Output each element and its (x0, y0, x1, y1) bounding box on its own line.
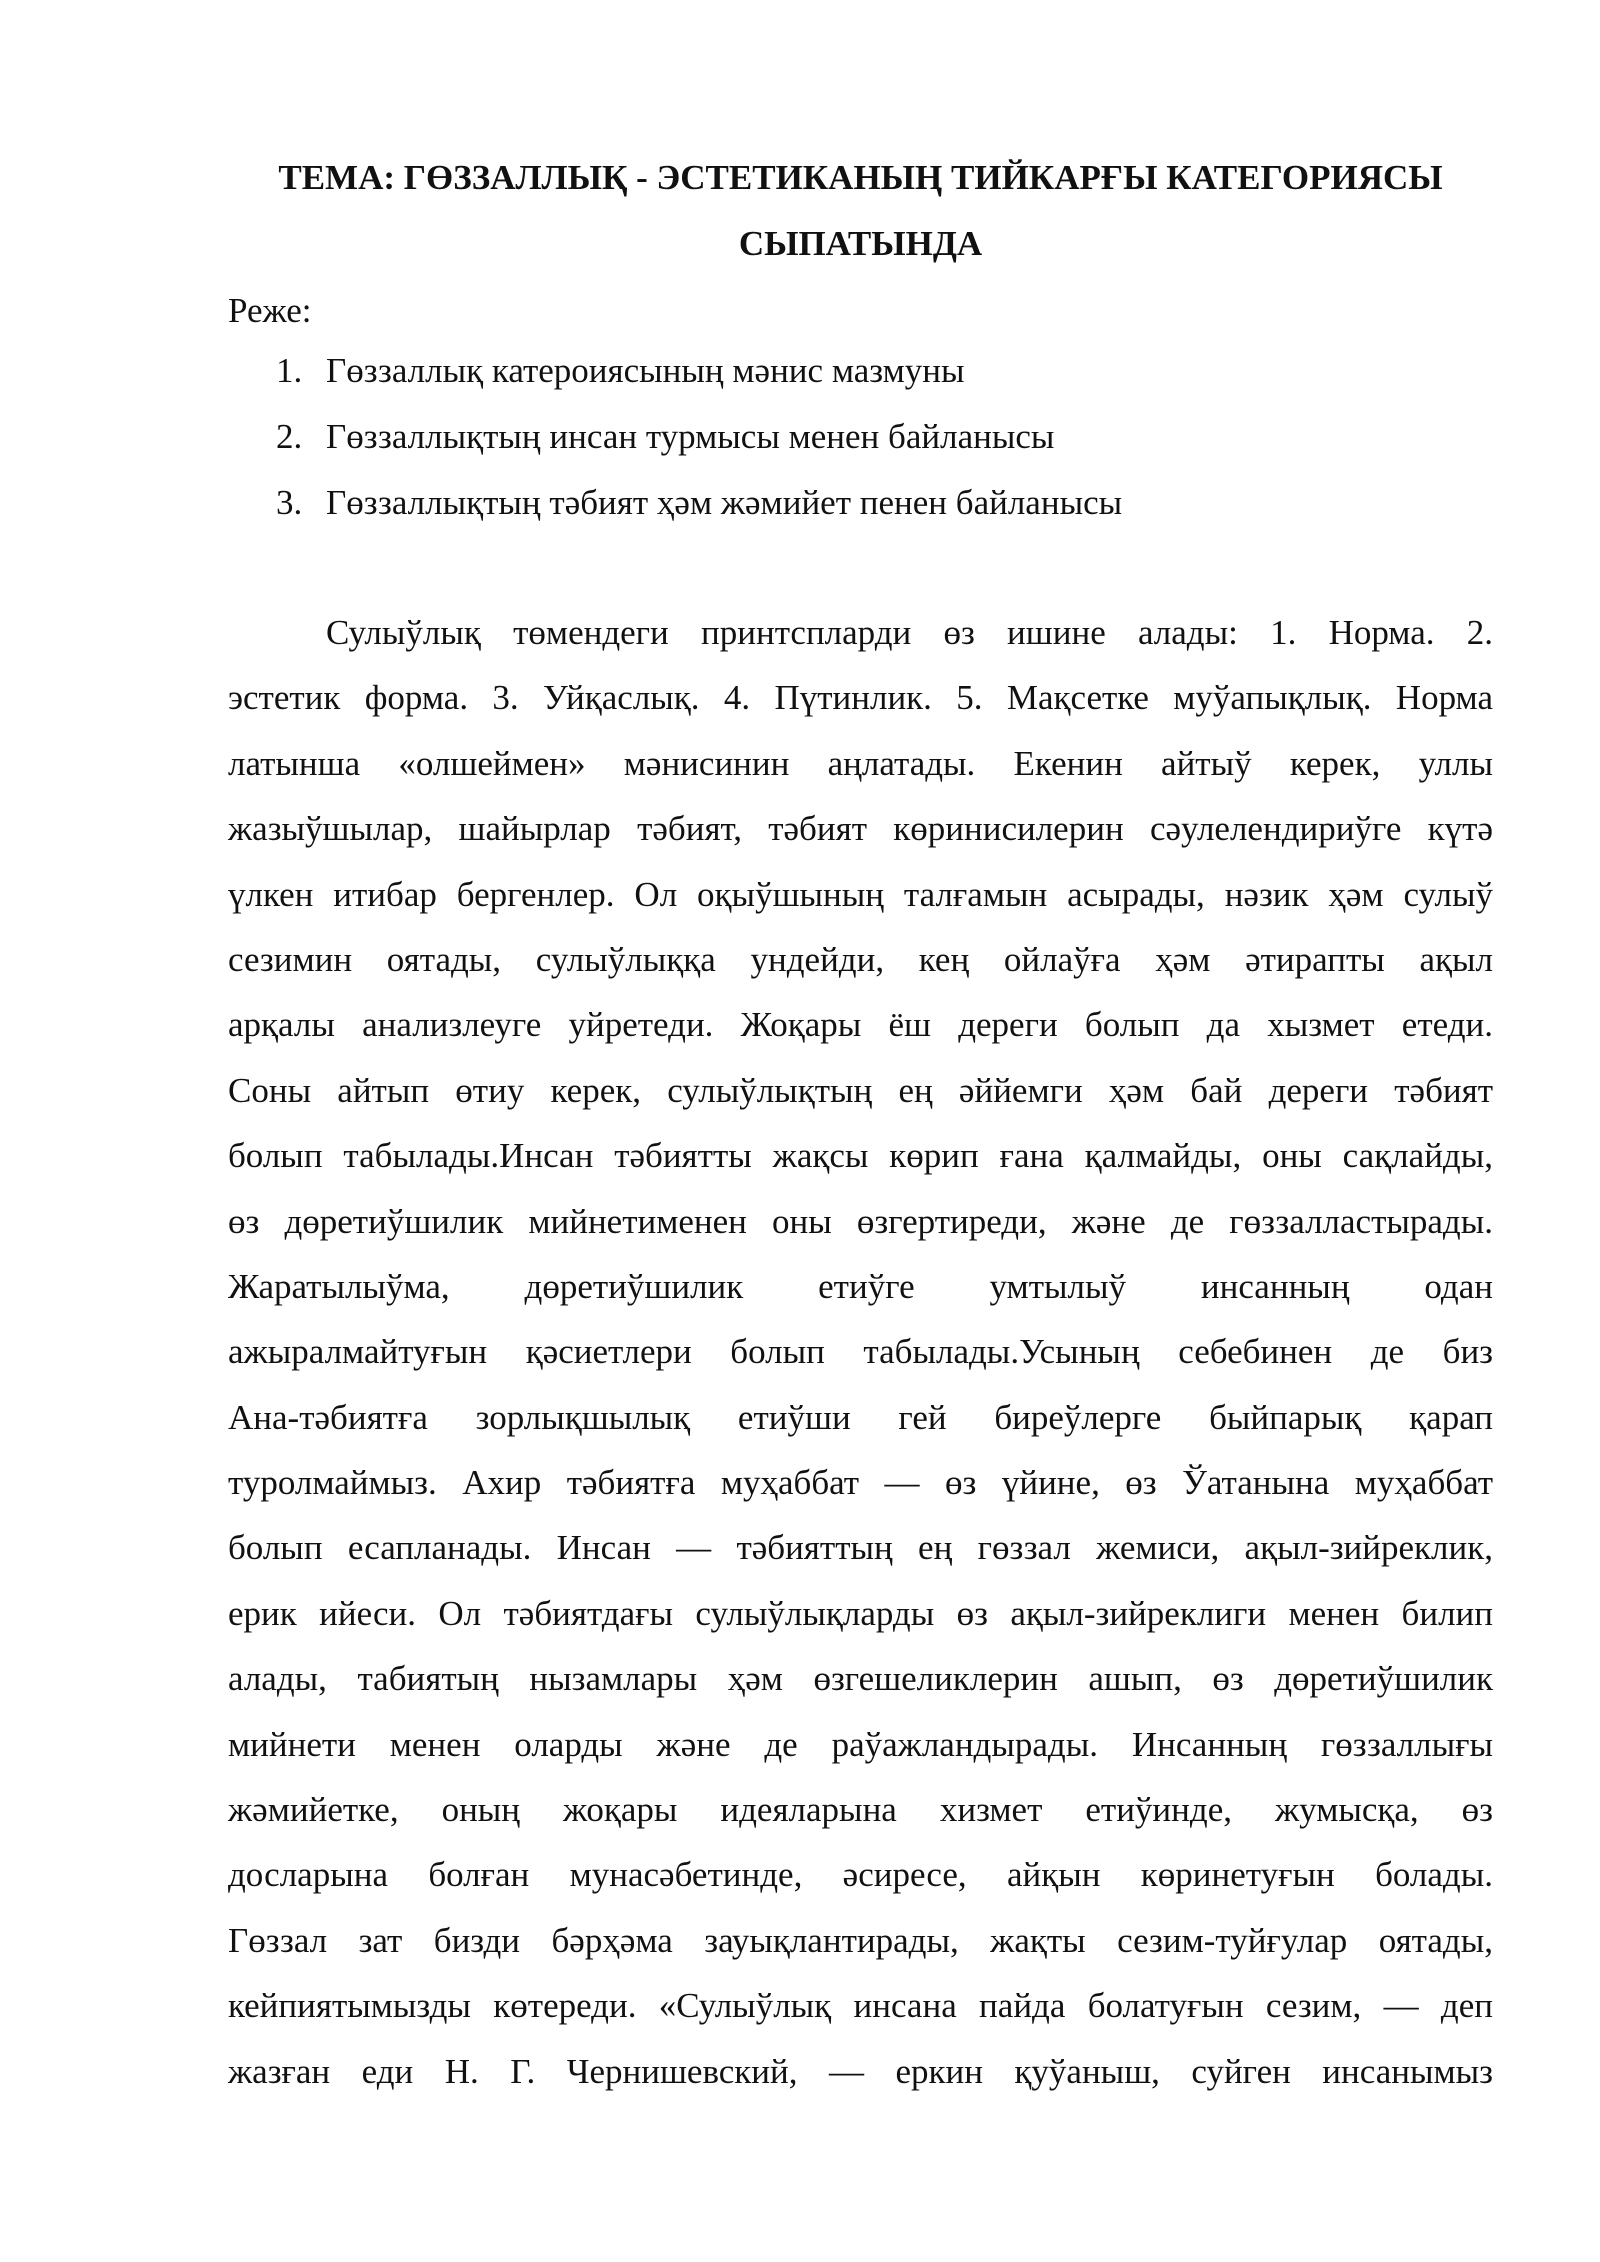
title-line-2: СЫПАТЫНДА (738, 224, 983, 263)
plan-item-text: Гөззаллық катероиясының мәнис мазмуны (326, 351, 965, 390)
plan-list (228, 338, 1122, 536)
document-title (228, 145, 1493, 277)
body-line: жәмийетке, оның жоқары идеяларына хизмет етиўинде, жумысқа, өз (228, 1790, 1493, 1830)
body-line: үлкен итибар бергенлер. Ол оқыўшының талғамын асырады, нәзик ҳәм сулыў (228, 874, 1493, 914)
plan-item-text: Гөззаллықтың тәбият ҳәм жәмийет пенен байланысы (326, 483, 1123, 522)
body-line: Гөззал зат бизди бәрҳәма зауықлантирады, жақты сезим-туйғулар оятады, (228, 1920, 1493, 1960)
plan-item-number: 2. (276, 417, 303, 456)
body-line: латынша «олшеймен» мәнисинин аңлатады. Екенин айтыў керек, уллы (228, 743, 1493, 783)
body-line: болып табылады.Инсан тәбиятты жақсы көрип ғана қалмайды, оны сақлайды, (228, 1136, 1493, 1176)
body-line: досларына болған мунасәбетинде, әсиресе, айқын көринетуғын болады. (228, 1855, 1493, 1895)
body-line: кейпиятымызды көтереди. «Сулыўлық инсана пайда болатуғын сезим, — деп (228, 1986, 1493, 2026)
plan-item (228, 338, 1122, 404)
body-line: мийнети менен оларды және де раўажландырады. Инсанның гөззаллығы (228, 1724, 1493, 1764)
body-line: жазыўшылар, шайырлар тәбият, тәбият көринисилерин сәулелендириўге күтә (228, 809, 1493, 849)
plan-item-number: 3. (276, 483, 303, 522)
plan-item (228, 470, 1122, 536)
body-line: болып есапланады. Инсан — тәбияттың ең гөззал жемиси, ақыл-зийреклик, (228, 1528, 1493, 1568)
title-line-1: ТЕМА: ГӨЗЗАЛЛЫҚ - ЭСТЕТИКАНЫҢ ТИЙКАРҒЫ КАТЕГОРИЯСЫ (278, 158, 1443, 197)
plan-item-text: Гөззаллықтың инсан турмысы менен байланысы (326, 417, 1055, 456)
body-line: арқалы анализлеуге уйретеди. Жоқары ёш дереги болып да хызмет етеди. (228, 1005, 1493, 1045)
body-line: эстетик форма. 3. Уйқаслық. 4. Пүтинлик. 5. Мақсетке муўапықлық. Норма (228, 678, 1493, 718)
body-line: Жаратылыўма, дөретиўшилик етиўге умтылыў инсанның одан (228, 1266, 1493, 1306)
body-line: алады, табиятың нызамлары ҳәм өзгешеликлерин ашып, өз дөретиўшилик (228, 1659, 1493, 1699)
plan-label: Реже: (228, 291, 312, 330)
plan-item (228, 404, 1122, 470)
body-line: ерик ийеси. Ол тәбиятдағы сулыўлықларды өз ақыл-зийреклиги менен билип (228, 1593, 1493, 1633)
body-line: Соны айтып өтиу керек, сулыўлықтың ең әййемги ҳәм бай дереги тәбият (228, 1070, 1493, 1110)
body-line: өз дөретиўшилик мийнетименен оны өзгертиреди, және де гөззалластырады. (228, 1201, 1493, 1241)
body-line: сезимин оятады, сулыўлыққа ундейди, кең ойлаўға ҳәм әтирапты ақыл (228, 939, 1493, 979)
plan-item-number: 1. (276, 351, 303, 390)
body-line: ажыралмайтуғын қәсиетлери болып табылады.Усының себебинен де биз (228, 1332, 1493, 1372)
body-line: Сулыўлық төмендеги принтспларди өз ишине алады: 1. Норма. 2. (326, 613, 1493, 652)
body-line: жазған еди Н. Г. Чернишевский, — еркин қуўаныш, суйген инсанымыз (228, 2051, 1493, 2091)
body-line: Ана-тәбиятға зорлықшылық етиўши гей биреўлерге быйпарық қарап (228, 1397, 1493, 1437)
body-line: туролмаймыз. Ахир тәбиятға муҳаббат — өз үйине, өз Ўатанына муҳаббат (228, 1463, 1493, 1503)
body-paragraph (228, 600, 1493, 2104)
